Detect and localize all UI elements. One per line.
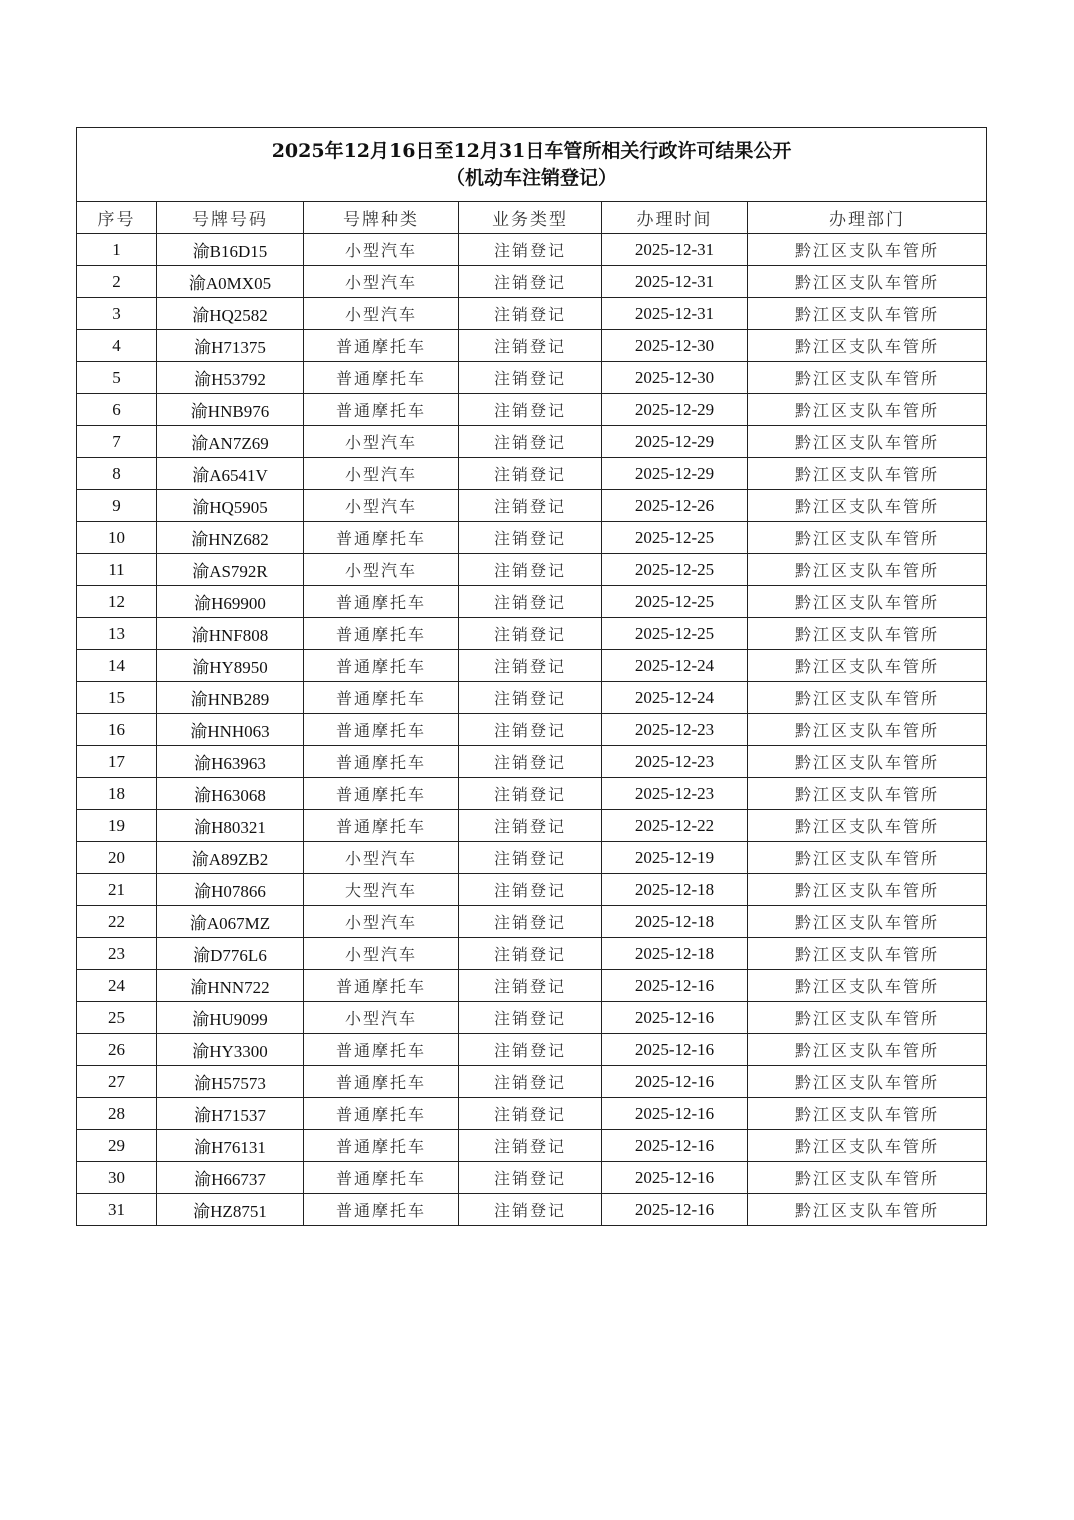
table-row: [77, 618, 987, 650]
cell-date: 2025-12-18: [602, 874, 748, 906]
results-table: [76, 127, 987, 1226]
cell-business-type: 注销登记: [459, 522, 602, 554]
cell-date: 2025-12-16: [602, 1162, 748, 1194]
cell-plate: 渝AN7Z69: [157, 426, 304, 458]
cell-date: 2025-12-23: [602, 778, 748, 810]
table-row: [77, 874, 987, 906]
cell-date: 2025-12-24: [602, 682, 748, 714]
cell-plate-type: 普通摩托车: [304, 714, 459, 746]
cell-business-type: 注销登记: [459, 874, 602, 906]
cell-seq: 25: [77, 1002, 157, 1034]
column-header-plate-type: 号牌种类: [304, 202, 459, 234]
column-header-seq: 序号: [77, 202, 157, 234]
cell-business-type: 注销登记: [459, 330, 602, 362]
cell-plate: 渝HQ2582: [157, 298, 304, 330]
cell-plate: 渝H07866: [157, 874, 304, 906]
cell-department: 黔江区支队车管所: [748, 266, 987, 298]
cell-date: 2025-12-31: [602, 234, 748, 266]
cell-business-type: 注销登记: [459, 554, 602, 586]
cell-seq: 17: [77, 746, 157, 778]
cell-department: 黔江区支队车管所: [748, 330, 987, 362]
cell-plate-type: 普通摩托车: [304, 1098, 459, 1130]
cell-department: 黔江区支队车管所: [748, 618, 987, 650]
table-row: [77, 330, 987, 362]
cell-plate-type: 普通摩托车: [304, 618, 459, 650]
cell-date: 2025-12-30: [602, 362, 748, 394]
cell-department: 黔江区支队车管所: [748, 362, 987, 394]
cell-seq: 11: [77, 554, 157, 586]
cell-business-type: 注销登记: [459, 362, 602, 394]
cell-date: 2025-12-16: [602, 1130, 748, 1162]
cell-department: 黔江区支队车管所: [748, 426, 987, 458]
column-header-business-type: 业务类型: [459, 202, 602, 234]
cell-plate-type: 普通摩托车: [304, 1162, 459, 1194]
cell-business-type: 注销登记: [459, 938, 602, 970]
cell-seq: 15: [77, 682, 157, 714]
cell-plate-type: 普通摩托车: [304, 1034, 459, 1066]
cell-plate: 渝A0MX05: [157, 266, 304, 298]
document-sheet: [76, 127, 986, 1226]
cell-business-type: 注销登记: [459, 906, 602, 938]
cell-business-type: 注销登记: [459, 1098, 602, 1130]
table-row: [77, 682, 987, 714]
table-row: [77, 778, 987, 810]
table-row: [77, 586, 987, 618]
cell-department: 黔江区支队车管所: [748, 1002, 987, 1034]
cell-date: 2025-12-18: [602, 906, 748, 938]
cell-plate-type: 普通摩托车: [304, 522, 459, 554]
cell-date: 2025-12-24: [602, 650, 748, 682]
cell-department: 黔江区支队车管所: [748, 1130, 987, 1162]
cell-business-type: 注销登记: [459, 618, 602, 650]
column-header-department: 办理部门: [748, 202, 987, 234]
table-row: [77, 298, 987, 330]
cell-plate: 渝HNZ682: [157, 522, 304, 554]
cell-business-type: 注销登记: [459, 1034, 602, 1066]
cell-date: 2025-12-25: [602, 586, 748, 618]
cell-seq: 16: [77, 714, 157, 746]
cell-department: 黔江区支队车管所: [748, 234, 987, 266]
cell-department: 黔江区支队车管所: [748, 1194, 987, 1226]
cell-plate-type: 普通摩托车: [304, 1130, 459, 1162]
table-row: [77, 906, 987, 938]
cell-plate-type: 小型汽车: [304, 458, 459, 490]
cell-business-type: 注销登记: [459, 1130, 602, 1162]
cell-plate-type: 小型汽车: [304, 842, 459, 874]
cell-business-type: 注销登记: [459, 458, 602, 490]
cell-date: 2025-12-30: [602, 330, 748, 362]
cell-department: 黔江区支队车管所: [748, 906, 987, 938]
table-body: [77, 234, 987, 1226]
cell-plate-type: 小型汽车: [304, 1002, 459, 1034]
cell-plate-type: 普通摩托车: [304, 810, 459, 842]
cell-plate-type: 普通摩托车: [304, 778, 459, 810]
column-header-plate: 号牌号码: [157, 202, 304, 234]
cell-seq: 24: [77, 970, 157, 1002]
cell-seq: 13: [77, 618, 157, 650]
cell-date: 2025-12-16: [602, 1098, 748, 1130]
cell-date: 2025-12-16: [602, 1034, 748, 1066]
cell-business-type: 注销登记: [459, 842, 602, 874]
cell-plate: 渝B16D15: [157, 234, 304, 266]
cell-business-type: 注销登记: [459, 746, 602, 778]
cell-date: 2025-12-26: [602, 490, 748, 522]
table-row: [77, 1034, 987, 1066]
cell-seq: 12: [77, 586, 157, 618]
cell-seq: 28: [77, 1098, 157, 1130]
table-row: [77, 1130, 987, 1162]
table-row: [77, 490, 987, 522]
cell-department: 黔江区支队车管所: [748, 682, 987, 714]
table-row: [77, 458, 987, 490]
cell-department: 黔江区支队车管所: [748, 1162, 987, 1194]
cell-plate: 渝D776L6: [157, 938, 304, 970]
cell-plate: 渝HU9099: [157, 1002, 304, 1034]
cell-plate-type: 普通摩托车: [304, 970, 459, 1002]
cell-department: 黔江区支队车管所: [748, 938, 987, 970]
cell-date: 2025-12-16: [602, 1194, 748, 1226]
cell-date: 2025-12-25: [602, 618, 748, 650]
cell-business-type: 注销登记: [459, 586, 602, 618]
cell-plate-type: 普通摩托车: [304, 682, 459, 714]
cell-seq: 8: [77, 458, 157, 490]
cell-date: 2025-12-23: [602, 714, 748, 746]
title-line-1: 2025年12月16日至12月31日车管所相关行政许可结果公开: [271, 139, 792, 162]
cell-seq: 22: [77, 906, 157, 938]
table-row: [77, 650, 987, 682]
cell-plate-type: 普通摩托车: [304, 746, 459, 778]
cell-business-type: 注销登记: [459, 298, 602, 330]
cell-plate: 渝H80321: [157, 810, 304, 842]
cell-business-type: 注销登记: [459, 490, 602, 522]
cell-seq: 1: [77, 234, 157, 266]
table-row: [77, 746, 987, 778]
cell-plate: 渝HNB976: [157, 394, 304, 426]
cell-plate: 渝HY8950: [157, 650, 304, 682]
table-row: [77, 1162, 987, 1194]
cell-department: 黔江区支队车管所: [748, 1066, 987, 1098]
cell-department: 黔江区支队车管所: [748, 714, 987, 746]
table-row: [77, 426, 987, 458]
cell-date: 2025-12-23: [602, 746, 748, 778]
cell-seq: 4: [77, 330, 157, 362]
cell-plate: 渝H63068: [157, 778, 304, 810]
cell-department: 黔江区支队车管所: [748, 650, 987, 682]
cell-seq: 20: [77, 842, 157, 874]
cell-department: 黔江区支队车管所: [748, 778, 987, 810]
table-row: [77, 522, 987, 554]
cell-business-type: 注销登记: [459, 682, 602, 714]
cell-seq: 18: [77, 778, 157, 810]
cell-plate-type: 普通摩托车: [304, 586, 459, 618]
cell-plate: 渝H53792: [157, 362, 304, 394]
cell-business-type: 注销登记: [459, 778, 602, 810]
cell-plate-type: 普通摩托车: [304, 394, 459, 426]
table-row: [77, 1002, 987, 1034]
cell-seq: 10: [77, 522, 157, 554]
cell-plate-type: 小型汽车: [304, 426, 459, 458]
table-row: [77, 362, 987, 394]
cell-seq: 9: [77, 490, 157, 522]
cell-business-type: 注销登记: [459, 1066, 602, 1098]
cell-business-type: 注销登记: [459, 266, 602, 298]
cell-plate-type: 小型汽车: [304, 906, 459, 938]
table-row: [77, 1098, 987, 1130]
cell-seq: 19: [77, 810, 157, 842]
cell-department: 黔江区支队车管所: [748, 490, 987, 522]
cell-plate: 渝H76131: [157, 1130, 304, 1162]
cell-seq: 6: [77, 394, 157, 426]
cell-seq: 5: [77, 362, 157, 394]
table-row: [77, 266, 987, 298]
cell-business-type: 注销登记: [459, 1194, 602, 1226]
cell-business-type: 注销登记: [459, 426, 602, 458]
cell-department: 黔江区支队车管所: [748, 842, 987, 874]
cell-plate-type: 普通摩托车: [304, 1194, 459, 1226]
cell-seq: 23: [77, 938, 157, 970]
cell-date: 2025-12-29: [602, 426, 748, 458]
cell-date: 2025-12-22: [602, 810, 748, 842]
cell-department: 黔江区支队车管所: [748, 1034, 987, 1066]
cell-date: 2025-12-31: [602, 298, 748, 330]
cell-plate: 渝HNB289: [157, 682, 304, 714]
cell-plate: 渝HZ8751: [157, 1194, 304, 1226]
cell-plate-type: 小型汽车: [304, 938, 459, 970]
cell-date: 2025-12-29: [602, 458, 748, 490]
cell-plate: 渝H71375: [157, 330, 304, 362]
cell-business-type: 注销登记: [459, 714, 602, 746]
cell-plate: 渝H71537: [157, 1098, 304, 1130]
table-row: [77, 842, 987, 874]
cell-date: 2025-12-25: [602, 554, 748, 586]
cell-business-type: 注销登记: [459, 234, 602, 266]
cell-business-type: 注销登记: [459, 1002, 602, 1034]
cell-plate: 渝HQ5905: [157, 490, 304, 522]
cell-department: 黔江区支队车管所: [748, 1098, 987, 1130]
cell-date: 2025-12-19: [602, 842, 748, 874]
table-row: [77, 938, 987, 970]
cell-plate-type: 小型汽车: [304, 234, 459, 266]
cell-department: 黔江区支队车管所: [748, 586, 987, 618]
column-header-row: [77, 202, 987, 234]
cell-plate-type: 普通摩托车: [304, 650, 459, 682]
cell-department: 黔江区支队车管所: [748, 394, 987, 426]
cell-plate: 渝HNN722: [157, 970, 304, 1002]
cell-plate-type: 小型汽车: [304, 490, 459, 522]
cell-department: 黔江区支队车管所: [748, 458, 987, 490]
cell-plate-type: 大型汽车: [304, 874, 459, 906]
cell-business-type: 注销登记: [459, 1162, 602, 1194]
cell-seq: 31: [77, 1194, 157, 1226]
cell-plate: 渝H63963: [157, 746, 304, 778]
cell-plate-type: 小型汽车: [304, 298, 459, 330]
table-row: [77, 554, 987, 586]
cell-seq: 3: [77, 298, 157, 330]
cell-seq: 27: [77, 1066, 157, 1098]
cell-date: 2025-12-25: [602, 522, 748, 554]
cell-department: 黔江区支队车管所: [748, 970, 987, 1002]
cell-date: 2025-12-18: [602, 938, 748, 970]
cell-seq: 7: [77, 426, 157, 458]
cell-plate: 渝H57573: [157, 1066, 304, 1098]
cell-department: 黔江区支队车管所: [748, 298, 987, 330]
cell-date: 2025-12-31: [602, 266, 748, 298]
cell-seq: 26: [77, 1034, 157, 1066]
cell-department: 黔江区支队车管所: [748, 874, 987, 906]
cell-seq: 21: [77, 874, 157, 906]
cell-plate: 渝HNF808: [157, 618, 304, 650]
cell-seq: 2: [77, 266, 157, 298]
cell-department: 黔江区支队车管所: [748, 746, 987, 778]
cell-plate: 渝A89ZB2: [157, 842, 304, 874]
cell-department: 黔江区支队车管所: [748, 554, 987, 586]
table-row: [77, 1194, 987, 1226]
cell-department: 黔江区支队车管所: [748, 810, 987, 842]
cell-plate: 渝H69900: [157, 586, 304, 618]
cell-business-type: 注销登记: [459, 650, 602, 682]
cell-plate: 渝HY3300: [157, 1034, 304, 1066]
table-row: [77, 970, 987, 1002]
cell-seq: 14: [77, 650, 157, 682]
cell-date: 2025-12-29: [602, 394, 748, 426]
cell-department: 黔江区支队车管所: [748, 522, 987, 554]
cell-plate: 渝A6541V: [157, 458, 304, 490]
cell-date: 2025-12-16: [602, 1002, 748, 1034]
cell-plate-type: 小型汽车: [304, 266, 459, 298]
cell-plate: 渝A067MZ: [157, 906, 304, 938]
cell-business-type: 注销登记: [459, 394, 602, 426]
cell-plate: 渝AS792R: [157, 554, 304, 586]
table-row: [77, 714, 987, 746]
table-title: [77, 128, 987, 202]
cell-business-type: 注销登记: [459, 970, 602, 1002]
cell-plate: 渝H66737: [157, 1162, 304, 1194]
cell-plate-type: 小型汽车: [304, 554, 459, 586]
table-row: [77, 234, 987, 266]
cell-date: 2025-12-16: [602, 1066, 748, 1098]
column-header-date: 办理时间: [602, 202, 748, 234]
cell-business-type: 注销登记: [459, 810, 602, 842]
cell-seq: 30: [77, 1162, 157, 1194]
cell-plate-type: 普通摩托车: [304, 1066, 459, 1098]
cell-date: 2025-12-16: [602, 970, 748, 1002]
table-row: [77, 394, 987, 426]
cell-plate-type: 普通摩托车: [304, 330, 459, 362]
table-row: [77, 1066, 987, 1098]
cell-seq: 29: [77, 1130, 157, 1162]
cell-plate: 渝HNH063: [157, 714, 304, 746]
table-row: [77, 810, 987, 842]
cell-plate-type: 普通摩托车: [304, 362, 459, 394]
title-line-2: （机动车注销登记）: [446, 166, 618, 189]
